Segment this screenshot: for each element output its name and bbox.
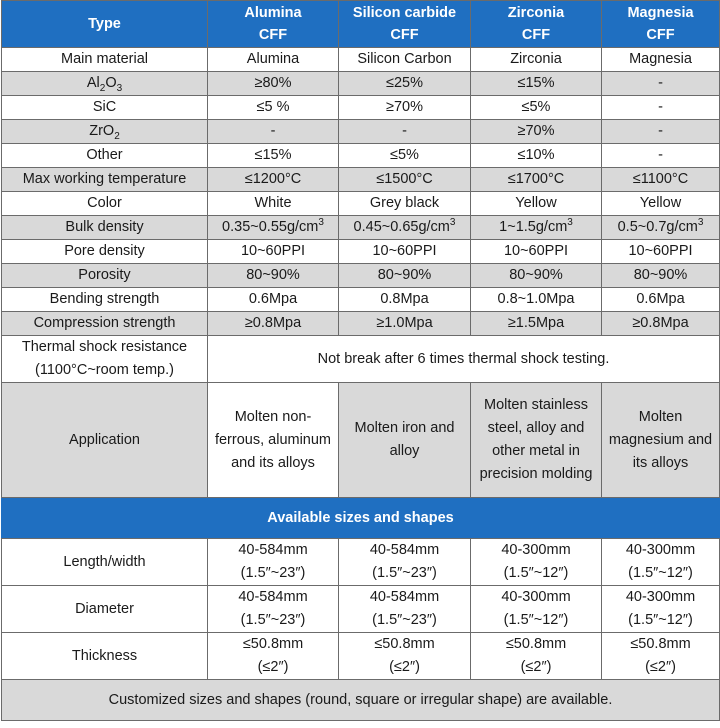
row-label: Length/width: [2, 539, 208, 586]
row-label: Pore density: [2, 240, 208, 264]
header-row: [2, 1, 720, 48]
table-cell: ≥70%: [471, 120, 602, 144]
other-row: [2, 144, 720, 168]
row-label: Porosity: [2, 264, 208, 288]
thickness-row: [2, 633, 720, 680]
table-cell: Yellow: [471, 192, 602, 216]
footer-row: [2, 680, 720, 721]
zro2-row: [2, 120, 720, 144]
table-cell: White: [208, 192, 339, 216]
row-label: Thickness: [2, 633, 208, 680]
table-cell: 80~90%: [339, 264, 471, 288]
table-cell: ≤1500°C: [339, 168, 471, 192]
table-cell: -: [602, 120, 720, 144]
table-cell: ≤5 %: [208, 96, 339, 120]
table-cell: Silicon Carbon: [339, 48, 471, 72]
table-cell: 40-584mm (1.5″~23″): [208, 539, 339, 586]
al2o3-row: [2, 72, 720, 96]
row-label: ZrO$_2$: [2, 120, 208, 144]
cff-spec-table: [1, 0, 720, 721]
table-cell: 10~60PPI: [471, 240, 602, 264]
table-cell: Alumina: [208, 48, 339, 72]
table-cell: 80~90%: [602, 264, 720, 288]
table-cell: -: [602, 96, 720, 120]
table-cell: ≥1.5Mpa: [471, 312, 602, 336]
row-label: $Al_2O_3$: [2, 72, 208, 96]
table-cell: ≥70%: [339, 96, 471, 120]
table-cell: 80~90%: [208, 264, 339, 288]
table-cell: 40-300mm (1.5″~12″): [602, 586, 720, 633]
alumina-header: Alumina CFF: [208, 1, 339, 48]
table-cell: 40-584mm (1.5″~23″): [339, 539, 471, 586]
pore-density-row: [2, 240, 720, 264]
table-cell: 80~90%: [471, 264, 602, 288]
row-label: Application: [2, 383, 208, 498]
row-label: Main material: [2, 48, 208, 72]
table-cell: 40-584mm (1.5″~23″): [339, 586, 471, 633]
compression-row: [2, 312, 720, 336]
table-cell: $0.35\sim 0.55g/cm^3$: [208, 216, 339, 240]
section-title: Available sizes and shapes: [2, 498, 720, 539]
table-cell: -: [339, 120, 471, 144]
row-label: Color: [2, 192, 208, 216]
main-material-row: [2, 48, 720, 72]
row-label: Bending strength: [2, 288, 208, 312]
table-cell: 40-300mm (1.5″~12″): [471, 586, 602, 633]
table-cell: $0.45\sim 0.65g/cm^3$: [339, 216, 471, 240]
table-cell: ≥0.8Mpa: [208, 312, 339, 336]
table-cell: 40-300mm (1.5″~12″): [602, 539, 720, 586]
table-cell: ≤25%: [339, 72, 471, 96]
table-cell: 0.6Mpa: [602, 288, 720, 312]
table-cell: $1\sim 1.5g/cm^3$: [471, 216, 602, 240]
diameter-row: [2, 586, 720, 633]
magnesia-header: Magnesia CFF: [602, 1, 720, 48]
bulk-density-row: [2, 216, 720, 240]
table-cell: 10~60PPI: [339, 240, 471, 264]
footer-note: Customized sizes and shapes (round, square or irregular shape) are available.: [2, 680, 720, 721]
max-temp-row: [2, 168, 720, 192]
table-cell: 0.6Mpa: [208, 288, 339, 312]
table-cell: -: [602, 144, 720, 168]
row-label: Compression strength: [2, 312, 208, 336]
row-label: Thermal shock resistance (1100°C~room temp.): [2, 336, 208, 383]
row-label: SiC: [2, 96, 208, 120]
type-header: Type: [2, 1, 208, 48]
table-cell: Molten stainless steel, alloy and other metal in precision molding: [471, 383, 602, 498]
table-cell: ≤1200°C: [208, 168, 339, 192]
length-width-row: [2, 539, 720, 586]
table-cell: ≤50.8mm (≤2″): [602, 633, 720, 680]
row-label: Other: [2, 144, 208, 168]
table-cell: 10~60PPI: [602, 240, 720, 264]
table-cell: ≤50.8mm (≤2″): [339, 633, 471, 680]
table-cell: Molten iron and alloy: [339, 383, 471, 498]
table-cell: ≤1700°C: [471, 168, 602, 192]
table-cell: 10~60PPI: [208, 240, 339, 264]
silicon-carbide-header: Silicon carbide CFF: [339, 1, 471, 48]
table-cell: ≤1100°C: [602, 168, 720, 192]
thermal-row: [2, 336, 720, 383]
table-cell: ≥80%: [208, 72, 339, 96]
table-cell: $0.5\sim 0.7g/cm^3$: [602, 216, 720, 240]
table-cell: Zirconia: [471, 48, 602, 72]
table-cell: -: [602, 72, 720, 96]
table-cell: ≤15%: [208, 144, 339, 168]
table-cell: ≥0.8Mpa: [602, 312, 720, 336]
table-cell: ≤50.8mm (≤2″): [471, 633, 602, 680]
row-label: Bulk density: [2, 216, 208, 240]
bending-row: [2, 288, 720, 312]
application-row: [2, 383, 720, 498]
table-cell: ≥1.0Mpa: [339, 312, 471, 336]
color-row: [2, 192, 720, 216]
table-cell: ≤5%: [339, 144, 471, 168]
row-label: Diameter: [2, 586, 208, 633]
table-cell: Not break after 6 times thermal shock testing.: [208, 336, 720, 383]
table-cell: Molten magnesium and its alloys: [602, 383, 720, 498]
table-cell: 0.8~1.0Mpa: [471, 288, 602, 312]
table-cell: 40-300mm (1.5″~12″): [471, 539, 602, 586]
table-cell: -: [208, 120, 339, 144]
table-cell: ≤5%: [471, 96, 602, 120]
row-label: Max working temperature: [2, 168, 208, 192]
zirconia-header: Zirconia CFF: [471, 1, 602, 48]
table-cell: 40-584mm (1.5″~23″): [208, 586, 339, 633]
table-cell: 0.8Mpa: [339, 288, 471, 312]
table-cell: ≤15%: [471, 72, 602, 96]
table-cell: Grey black: [339, 192, 471, 216]
table-cell: Magnesia: [602, 48, 720, 72]
sizes-section-header: [2, 498, 720, 539]
table-cell: ≤10%: [471, 144, 602, 168]
table-cell: Molten non-ferrous, aluminum and its alloys: [208, 383, 339, 498]
table-cell: ≤50.8mm (≤2″): [208, 633, 339, 680]
porosity-row: [2, 264, 720, 288]
table-cell: Yellow: [602, 192, 720, 216]
sic-row: [2, 96, 720, 120]
